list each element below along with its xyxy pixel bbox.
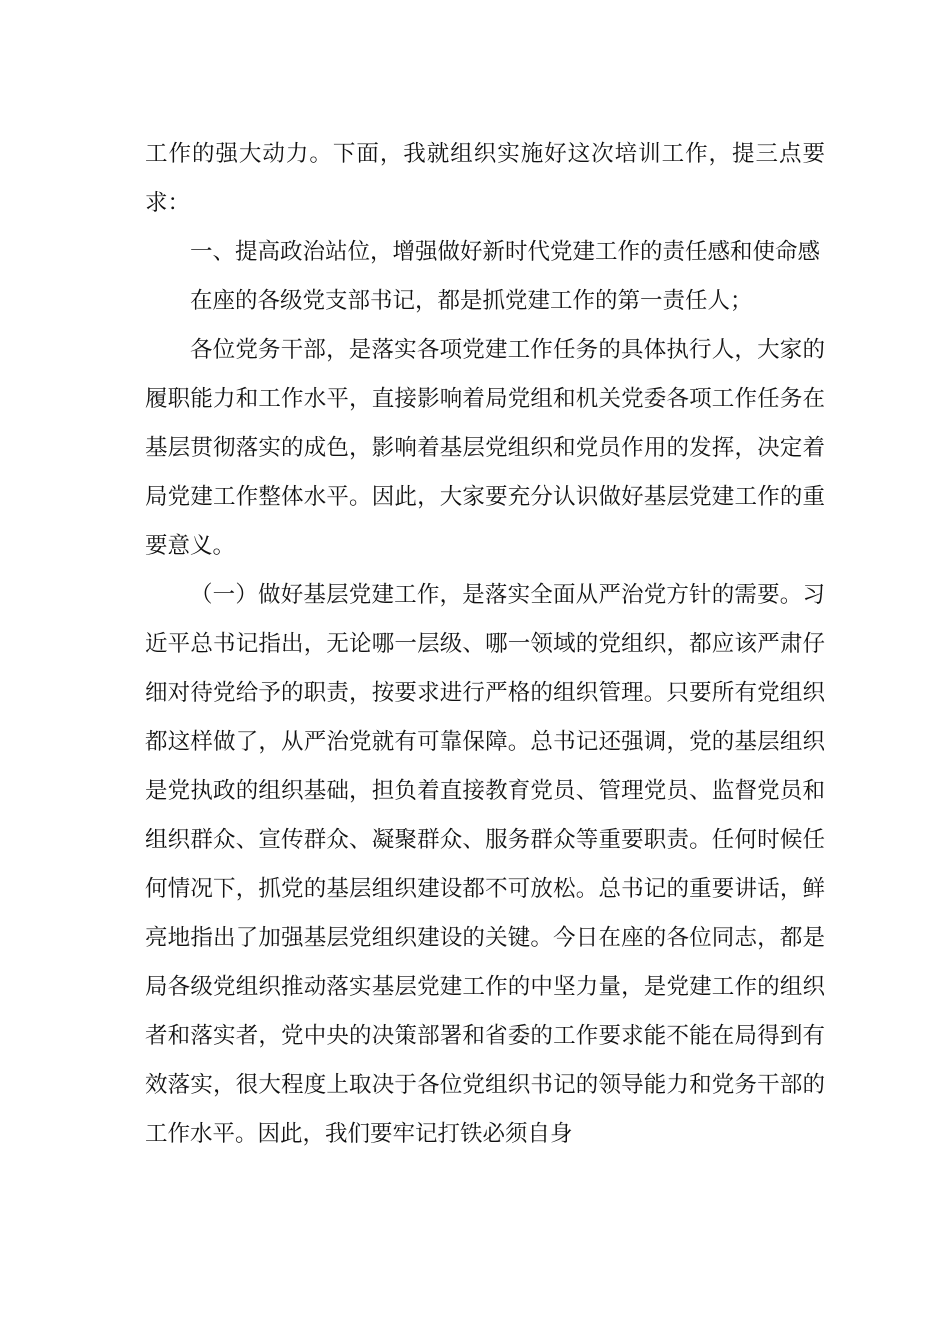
paragraph: （一）做好基层党建工作，是落实全面从严治党方针的需要。习近平总书记指出，无论哪一层级、哪一领域的党组织，都应该严肃仔细对待党给予的职责，按要求进行严格的组织管理。只要所有党组织都这样做了，从严治党就有可靠保障。总书记还强调，党的基层组织是党执政的组织基础，担负着直接教育党员、管理党员、监督党员和组织群众、宣传群众、凝聚群众、服务群众等重要职责。任何时候任何情况下，抓党的基层组织建设都不可放松。总书记的重要讲话，鲜亮地指出了加强基层党组织建设的关键。今日在座的各位同志，都是局各级党组织推动落实基层党建工作的中坚力量，是党建工作的组织者和落实者，党中央的决策部署和省委的工作要求能不能在局得到有效落实，很大程度上取决于各位党组织书记的领导能力和党务干部的工作水平。因此，我们要牢记打铁必须自身 [145,582,825,1147]
document-body [145,130,825,1159]
paragraph: 在座的各级党支部书记，都是抓党建工作的第一责任人； [190,288,753,314]
paragraph-continuation: 工作的强大动力。下面，我就组织实施好这次培训工作，提三点要求： [145,141,825,216]
paragraph: 各位党务干部，是落实各项党建工作任务的具体执行人，大家的履职能力和工作水平，直接影响着局党组和机关党委各项工作任务在基层贯彻落实的成色，影响着基层党组织和党员作用的发挥，决定着局党建工作整体水平。因此，大家要充分认识做好基层党建工作的重要意义。 [145,337,825,559]
section-heading: 一、提高政治站位，增强做好新时代党建工作的责任感和使命感 [190,239,821,265]
